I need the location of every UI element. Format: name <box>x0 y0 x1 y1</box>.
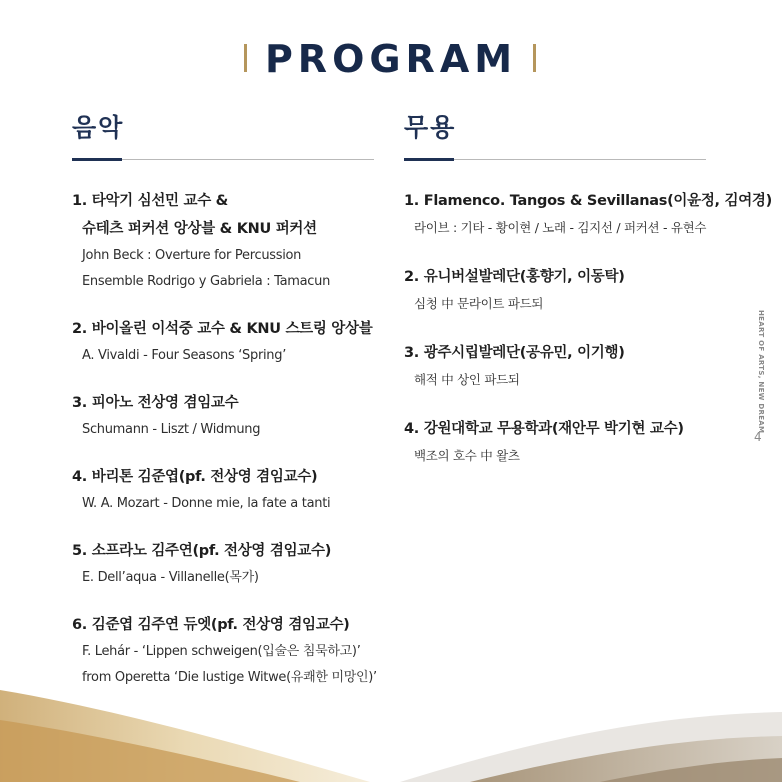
music-column <box>72 110 377 711</box>
program-item-detail: from Operetta ‘Die lustige Witwe(유쾌한 미망인)’ <box>82 670 377 685</box>
music-heading-rule <box>72 158 374 161</box>
program-item <box>404 263 706 317</box>
program-item <box>72 389 374 443</box>
page-number: 4 <box>754 430 762 444</box>
program-item-detail: A. Vivaldi - Four Seasons ‘Spring’ <box>82 348 287 363</box>
program-item <box>404 415 706 469</box>
program-item-detail: 심청 中 문라이트 파드되 <box>414 296 544 311</box>
music-heading: 음악 <box>72 113 125 142</box>
program-item-title: 3. 피아노 전상영 겸임교수 <box>72 395 239 411</box>
program-item-detail: 라이브 : 기타 - 황이현 / 노래 - 김지선 / 퍼커션 - 유현수 <box>414 220 707 235</box>
program-item-detail: F. Lehár - ‘Lippen schweigen(입술은 침묵하고)’ <box>82 644 361 659</box>
dance-heading-rule <box>404 158 706 161</box>
dance-heading: 무용 <box>404 113 457 142</box>
program-item-title: 4. 바리톤 김준엽(pf. 전상영 겸임교수) <box>72 469 318 485</box>
program-item-title: 2. 바이올린 이석중 교수 & KNU 스트링 앙상블 <box>72 321 373 337</box>
title-divider-right <box>533 44 536 72</box>
program-item <box>72 315 374 369</box>
program-item <box>72 611 377 691</box>
program-item-title: 2. 유니버설발레단(홍향기, 이동탁) <box>404 269 625 285</box>
program-item-title: 6. 김준엽 김주연 듀엣(pf. 전상영 겸임교수) <box>72 617 350 633</box>
program-item-detail: 해적 中 상인 파드되 <box>414 372 520 387</box>
program-item-title: 3. 광주시립발레단(공유민, 이기행) <box>404 345 625 361</box>
header <box>0 36 782 86</box>
program-item-detail: Ensemble Rodrigo y Gabriela : Tamacun <box>82 274 331 289</box>
program-item <box>72 537 374 591</box>
program-item <box>404 187 772 241</box>
sidebar-tagline: HEART OF ARTS, NEW DREAM <box>757 310 765 434</box>
program-item-title: 5. 소프라노 김주연(pf. 전상영 겸임교수) <box>72 543 332 559</box>
program-item-detail: E. Dell’aqua - Villanelle(목가) <box>82 570 259 585</box>
program-item <box>72 187 374 295</box>
program-item-title: 1. Flamenco. Tangos & Sevillanas(이윤정, 김여경) <box>404 193 772 209</box>
program-item-detail: W. A. Mozart - Donne mie, la fate a tanti <box>82 496 331 511</box>
program-item-title: 4. 강원대학교 무용학과(재안무 박기현 교수) <box>404 421 684 437</box>
program-item <box>72 463 374 517</box>
program-item-detail: 백조의 호수 中 왈츠 <box>414 448 520 463</box>
program-item-title: 1. 타악기 심선민 교수 & 슈테츠 퍼커션 앙상블 & KNU 퍼커션 <box>72 193 317 237</box>
program-item <box>404 339 706 393</box>
program-item-detail: John Beck : Overture for Percussion <box>82 248 302 263</box>
music-program-list <box>72 187 377 691</box>
program-item-detail: Schumann - Liszt / Widmung <box>82 422 261 437</box>
page-title: PROGRAM <box>264 37 518 81</box>
